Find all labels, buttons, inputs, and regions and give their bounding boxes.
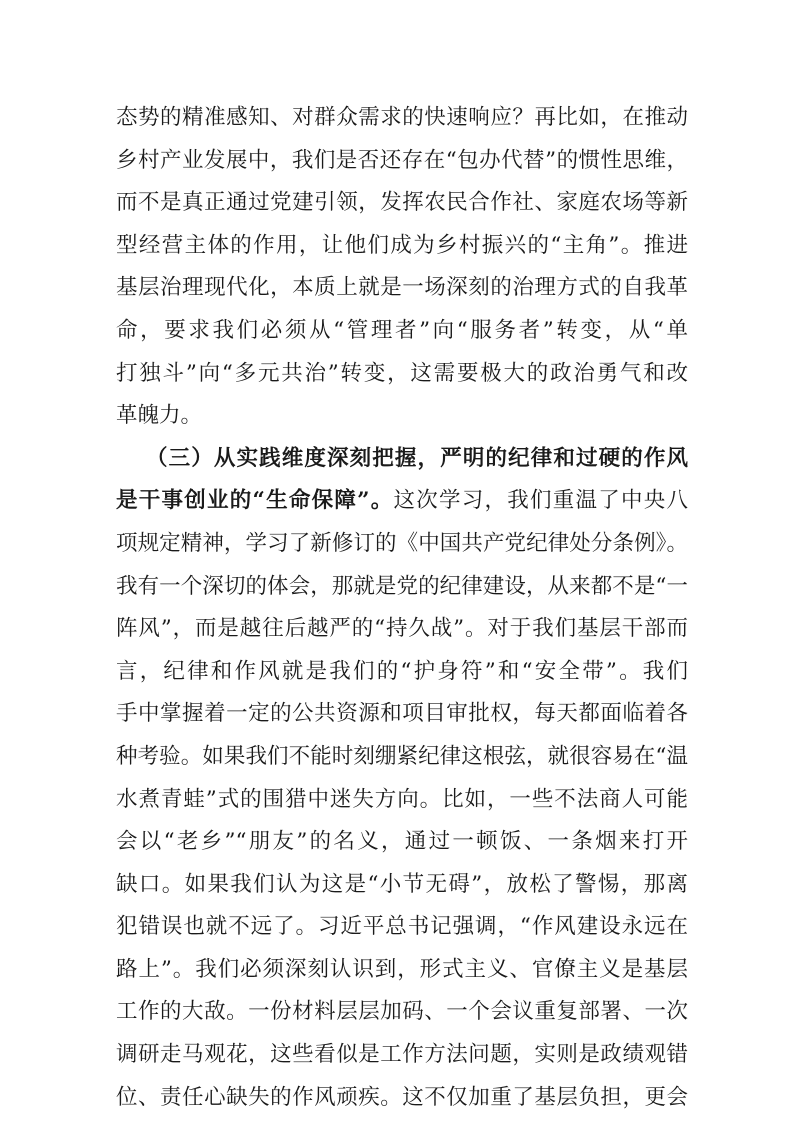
section-heading: （三）从实践维度深刻把握，严明的纪律和过硬的作风 (146, 445, 688, 471)
text-line: 犯错误也就不远了。习近平总书记强调，“作风建设永远在 (116, 914, 688, 940)
text-line: 位、责任心缺失的作风顽疾。这不仅加重了基层负担，更会 (116, 1084, 688, 1110)
text-line: 基层治理现代化，本质上就是一场深刻的治理方式的自我革 (116, 275, 688, 301)
text-line: 缺口。如果我们认为这是“小节无碍”，放松了警惕，那离 (116, 871, 688, 897)
document-body (116, 97, 688, 1119)
text-line: 调研走马观花，这些看似是工作方法问题，实则是政绩观错 (116, 1042, 688, 1068)
text-line: 会以“老乡”“朋友”的名义，通过一顿饭、一条烟来打开 (116, 829, 688, 855)
text-line: 阵风”，而是越往后越严的“持久战”。对于我们基层干部而 (116, 616, 688, 642)
text-line (116, 480, 688, 523)
paragraph-discipline (116, 438, 688, 1120)
text-line: 而不是真正通过党建引领，发挥农民合作社、家庭农场等新 (116, 190, 688, 216)
text-line: 我有一个深切的体会，那就是党的纪律建设，从来都不是“一 (116, 573, 688, 599)
text-line: 工作的大敌。一份材料层层加码、一个会议重复部署、一次 (116, 999, 688, 1025)
text-line: 种考验。如果我们不能时刻绷紧纪律这根弦，就很容易在“温 (116, 743, 688, 769)
text-line: 型经营主体的作用，让他们成为乡村振兴的“主角”。推进 (116, 232, 688, 258)
text-line: 手中掌握着一定的公共资源和项目审批权，每天都面临着各 (116, 701, 688, 727)
text-line: 乡村产业发展中，我们是否还存在“包办代替”的惯性思维， (116, 147, 688, 173)
text-line: 命，要求我们必须从“管理者”向“服务者”转变，从“单 (116, 317, 688, 343)
text-line: 态势的精准感知、对群众需求的快速响应？再比如，在推动 (116, 105, 688, 130)
text-fragment: 这次学习，我们重温了中央八 (393, 488, 688, 514)
section-heading-continued: 是干事创业的“生命保障”。 (116, 488, 394, 514)
text-line: 项规定精神，学习了新修订的《中国共产党纪律处分条例》。 (116, 530, 688, 556)
paragraph-governance (116, 97, 688, 438)
text-line: 水煮青蛙”式的围猎中迷失方向。比如，一些不法商人可能 (116, 786, 688, 812)
text-line: 革魄力。 (116, 403, 203, 429)
text-line: 言，纪律和作风就是我们的“护身符”和“安全带”。我们 (116, 658, 688, 684)
text-line: 打独斗”向“多元共治”转变，这需要极大的政治勇气和改 (116, 360, 688, 386)
text-line: 路上”。我们必须深刻认识到，形式主义、官僚主义是基层 (116, 956, 688, 982)
